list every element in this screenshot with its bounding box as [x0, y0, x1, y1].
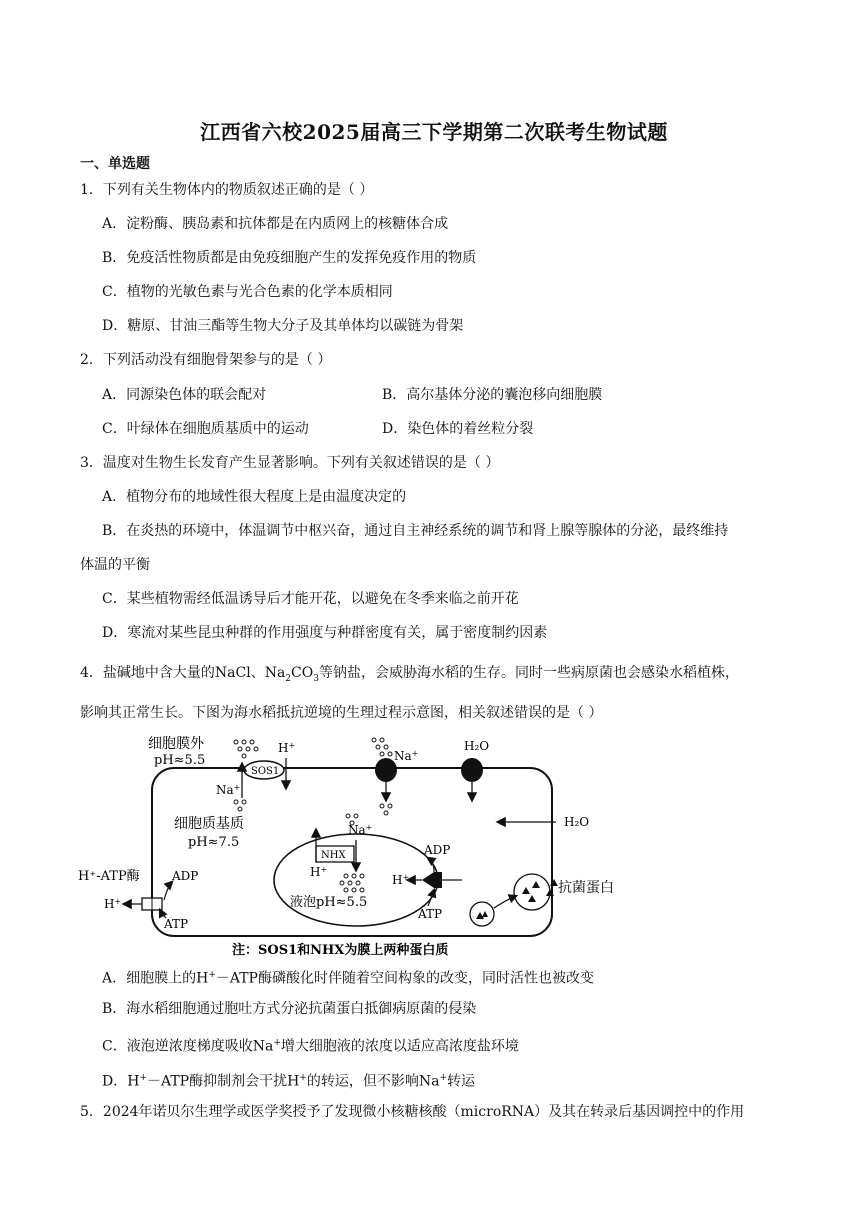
- na-channel-label: Na+: [394, 748, 419, 763]
- vacuole-pump-h: H+: [392, 872, 410, 887]
- na-particles-out: [372, 738, 392, 756]
- svg-text:SOS1: SOS1: [251, 766, 280, 777]
- q2-stem: 2．下列活动没有细胞骨架参与的是（ ）: [80, 352, 332, 368]
- q3-option-b-cont: 体温的平衡: [80, 557, 150, 573]
- q2-option-c: C．叶绿体在细胞质基质中的运动: [102, 421, 309, 437]
- q1-option-c: C．植物的光敏色素与光合色素的化学本质相同: [102, 284, 393, 300]
- q4-stem: 4．盐碱地中含大量的NaCl、$Na_2CO_3$等钠盐，会威胁海水稻的生存。同时一些病原菌也会感染水稻植株，: [80, 665, 739, 684]
- q4-option-a: A．细胞膜上的H+－ATP酶磷酸化时伴随着空间构象的改变，同时活性也被改变: [102, 970, 594, 987]
- q4-stem-cont: 影响其正常生长。下图为海水稻抵抗逆境的生理过程示意图，相关叙述错误的是（ ）: [80, 705, 603, 721]
- sos1-particles-in: [234, 800, 246, 811]
- vesicle-arrow: [494, 896, 516, 908]
- q5-stem: 5．2024年诺贝尔生理学或医学奖授予了发现微小核糖核酸（microRNA）及其在转录后基因调控中的作用: [80, 1104, 745, 1120]
- vacuole-pump-atp: ATP: [418, 907, 443, 921]
- cytoplasm-label: 细胞质基质: [174, 816, 244, 832]
- vacuole-pump-adp: ADP: [424, 843, 451, 857]
- cell-diagram: [76, 730, 614, 960]
- section-heading: 一、单选题: [80, 156, 150, 172]
- sos1-particles-out: [234, 740, 258, 758]
- q3-option-b: B．在炎热的环境中，体温调节中枢兴奋，通过自主神经系统的调节和肾上腺等腺体的分泌，最终维持: [102, 523, 729, 539]
- membrane-atpase-h: H+: [104, 896, 122, 911]
- nhx-h-label: H+: [310, 864, 328, 879]
- water-channel: [461, 758, 483, 782]
- page-title: 江西省六校2025届高三下学期第二次联考生物试题: [200, 120, 668, 144]
- svg-text:NHX: NHX: [321, 850, 346, 861]
- h2o-top-label: H₂O: [464, 739, 490, 753]
- q1-stem: 1．下列有关生物体内的物质叙述正确的是（ ）: [80, 182, 374, 198]
- h2o-right-label: H₂O: [564, 815, 590, 829]
- q2-option-a: A．同源染色体的联会配对: [102, 387, 267, 403]
- membrane-atpase-atp: ATP: [164, 917, 189, 931]
- cytoplasm-ph: pH≈7.5: [188, 835, 240, 850]
- membrane-atpase-adp: ADP: [172, 869, 199, 883]
- na-particles-in: [380, 804, 392, 815]
- membrane-atpase-label: H⁺-ATP酶: [78, 869, 140, 884]
- q4-option-b: B．海水稻细胞通过胞吐方式分泌抗菌蛋白抵御病原菌的侵染: [102, 1001, 477, 1017]
- nhx-protein: [316, 846, 354, 862]
- vacuole-particles: [340, 874, 364, 892]
- sos1-h-label: H+: [278, 740, 296, 755]
- vesicle-inner: [470, 902, 494, 926]
- sos1-protein: [244, 761, 284, 779]
- q1-option-b: B．免疫活性物质都是由免疫细胞产生的发挥免疫作用的物质: [102, 250, 477, 266]
- membrane-atpase: [142, 898, 162, 910]
- diagram-note: 注：SOS1和NHX为膜上两种蛋白质: [232, 943, 449, 958]
- q3-option-a: A．植物分布的地域性很大程度上是由温度决定的: [102, 489, 407, 505]
- vacuole-pump: [422, 872, 442, 888]
- antibacterial-label: 抗菌蛋白: [558, 880, 614, 896]
- q4-option-c: C．液泡逆浓度梯度吸收Na+增大细胞液的浓度以适应高浓度盐环境: [102, 1038, 519, 1055]
- q2-option-b: B．高尔基体分泌的囊泡移向细胞膜: [382, 387, 603, 403]
- q3-option-d: D．寒流对某些昆虫种群的作用强度与种群密度有关，属于密度制约因素: [102, 625, 548, 641]
- outside-ph: pH≈5.5: [154, 753, 206, 768]
- outside-label: 细胞膜外: [148, 736, 204, 752]
- q4-option-d: D．H+－ATP酶抑制剂会干扰H+的转运，但不影响Na+转运: [102, 1073, 475, 1090]
- q1-option-d: D．糖原、甘油三酯等生物大分子及其单体均以碳链为骨架: [102, 318, 464, 334]
- vacuole-label: 液泡pH≈5.5: [290, 895, 368, 910]
- sos1-na-label: Na+: [216, 782, 241, 797]
- q1-option-a: A．淀粉酶、胰岛素和抗体都是在内质网上的核糖体合成: [102, 216, 449, 232]
- q3-option-c: C．某些植物需经低温诱导后才能开花，以避免在冬季来临之前开花: [102, 591, 519, 607]
- nhx-na-label: Na+: [348, 822, 373, 837]
- q2-option-d: D．染色体的着丝粒分裂: [382, 421, 534, 437]
- q3-stem: 3．温度对生物生长发育产生显著影响。下列有关叙述错误的是（ ）: [80, 455, 500, 471]
